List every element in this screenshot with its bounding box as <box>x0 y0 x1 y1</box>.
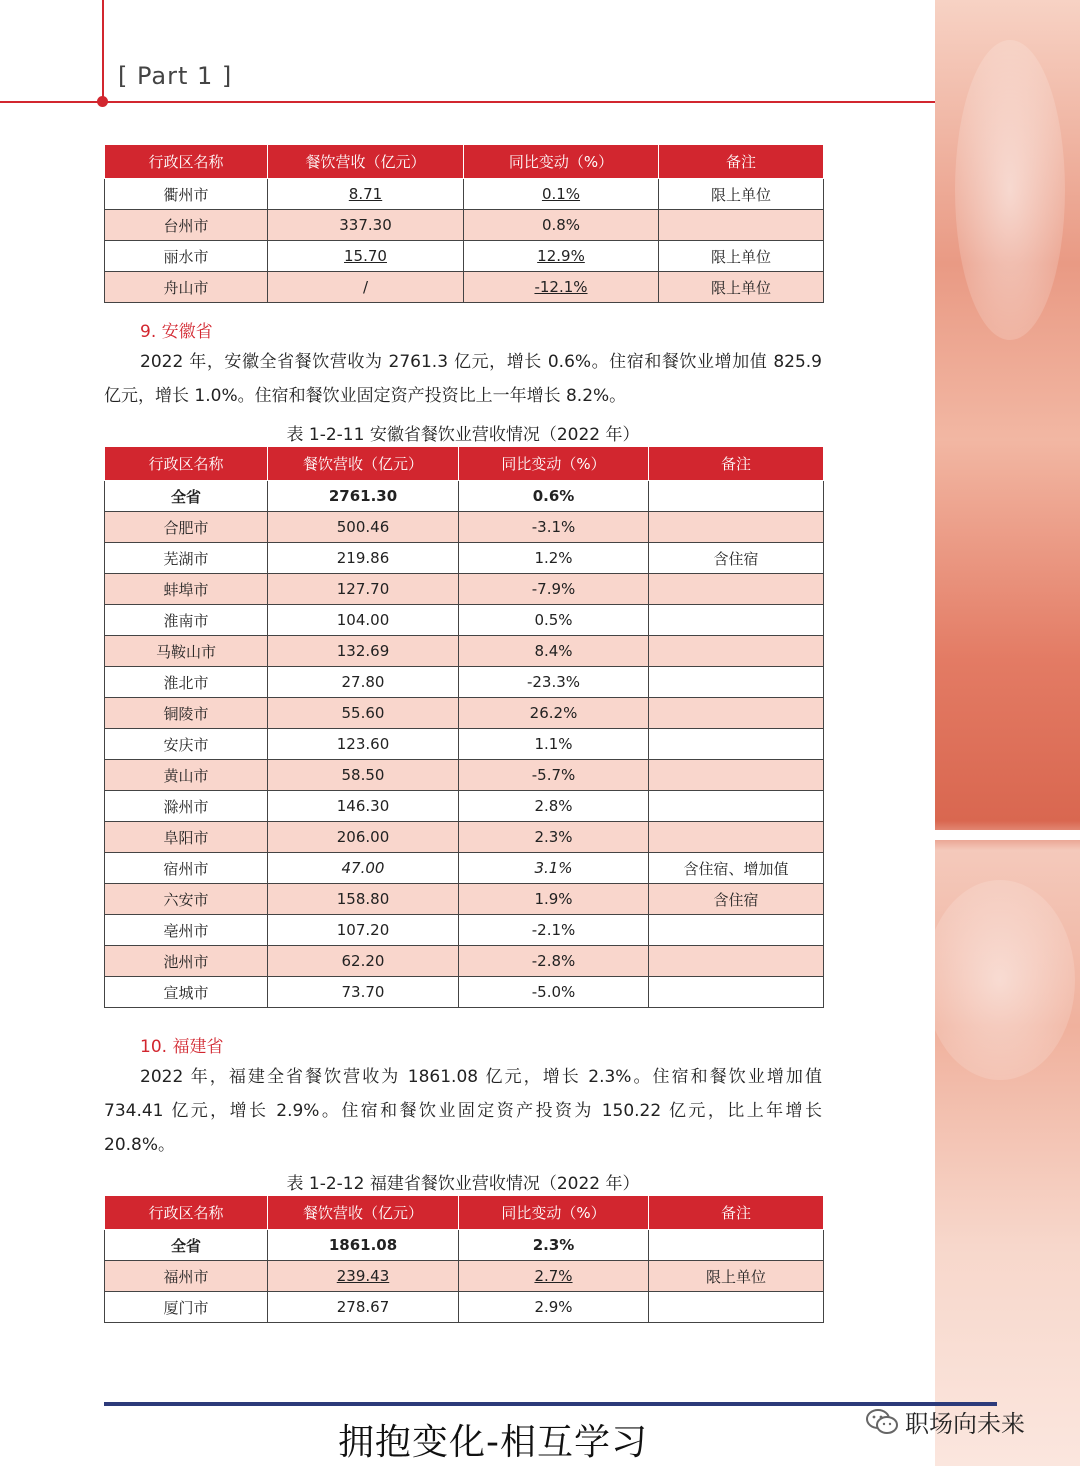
table-row <box>105 1261 824 1292</box>
cell-region: 厦门市 <box>105 1292 268 1323</box>
cell-change <box>464 179 659 210</box>
cell-note: 含住宿、增加值 <box>649 853 824 884</box>
cell-revenue <box>268 241 464 272</box>
cell-note <box>649 729 824 760</box>
col-header-revenue: 餐饮营收（亿元） <box>268 447 459 481</box>
table-row <box>105 210 824 241</box>
cell-revenue: 1861.08 <box>268 1230 459 1261</box>
table-row <box>105 729 824 760</box>
footer-rule <box>104 1402 997 1406</box>
cell-note <box>649 915 824 946</box>
table-row <box>105 884 824 915</box>
cell-region: 阜阳市 <box>105 822 268 853</box>
cell-change <box>464 272 659 303</box>
table-row <box>105 667 824 698</box>
cell-region: 滁州市 <box>105 791 268 822</box>
cell-note: 限上单位 <box>659 179 824 210</box>
cell-note <box>649 512 824 543</box>
table-row <box>105 1230 824 1261</box>
cell-revenue <box>268 179 464 210</box>
table-top <box>104 144 824 303</box>
section-heading-fujian: 10. 福建省 <box>140 1037 224 1057</box>
cell-change: 0.5% <box>459 605 649 636</box>
cell-change: -5.0% <box>459 977 649 1008</box>
table-row <box>105 698 824 729</box>
cell-note <box>649 605 824 636</box>
cell-revenue: 62.20 <box>268 946 459 977</box>
cell-note <box>649 822 824 853</box>
table-caption-fujian: 表 1-2-12 福建省餐饮业营收情况（2022 年） <box>286 1174 640 1194</box>
cell-revenue: 123.60 <box>268 729 459 760</box>
cell-note <box>649 1230 824 1261</box>
cell-change: -7.9% <box>459 574 649 605</box>
wechat-account-name: 职场向未来 <box>905 1410 1025 1438</box>
cell-change: 0.8% <box>464 210 659 241</box>
cell-change: 1.9% <box>459 884 649 915</box>
cell-region: 全省 <box>105 481 268 512</box>
col-header-region: 行政区名称 <box>105 1196 268 1230</box>
cell-region: 全省 <box>105 1230 268 1261</box>
cell-region: 马鞍山市 <box>105 636 268 667</box>
cell-note <box>649 977 824 1008</box>
col-header-region: 行政区名称 <box>105 447 268 481</box>
table-fujian <box>104 1195 824 1323</box>
cell-revenue: 104.00 <box>268 605 459 636</box>
cell-change <box>459 1261 649 1292</box>
cell-region: 台州市 <box>105 210 268 241</box>
footer-title: 拥抱变化-相互学习 <box>338 1422 648 1463</box>
cell-note: 限上单位 <box>659 272 824 303</box>
cell-revenue: 337.30 <box>268 210 464 241</box>
cell-region: 衢州市 <box>105 179 268 210</box>
cell-region: 池州市 <box>105 946 268 977</box>
cell-revenue: 127.70 <box>268 574 459 605</box>
cell-change: 2.8% <box>459 791 649 822</box>
decorative-photo-strip <box>935 0 1080 1466</box>
cell-revenue-value: 8.71 <box>348 185 383 203</box>
cell-revenue: 27.80 <box>268 667 459 698</box>
cell-revenue: 132.69 <box>268 636 459 667</box>
col-header-note: 备注 <box>649 1196 824 1230</box>
header-dot <box>97 96 108 107</box>
cell-region: 芜湖市 <box>105 543 268 574</box>
cell-revenue-value: 15.70 <box>344 247 387 265</box>
table-row <box>105 179 824 210</box>
col-header-revenue: 餐饮营收（亿元） <box>268 145 464 179</box>
cell-revenue-value: 239.43 <box>336 1267 390 1285</box>
cell-region: 宣城市 <box>105 977 268 1008</box>
table-row <box>105 636 824 667</box>
cell-note <box>649 636 824 667</box>
cell-region: 安庆市 <box>105 729 268 760</box>
cell-revenue: 73.70 <box>268 977 459 1008</box>
paragraph-anhui: 2022 年，安徽全省餐饮营收为 2761.3 亿元，增长 0.6%。住宿和餐饮业增加值 825.9 亿元，增长 1.0%。住宿和餐饮业固定资产投资比上一年增长 8.2%。 <box>104 352 822 406</box>
table-row <box>105 605 824 636</box>
cell-revenue: 47.00 <box>268 853 459 884</box>
cell-region: 蚌埠市 <box>105 574 268 605</box>
cell-revenue: 146.30 <box>268 791 459 822</box>
cell-change: -2.1% <box>459 915 649 946</box>
cell-region: 舟山市 <box>105 272 268 303</box>
cell-revenue: 158.80 <box>268 884 459 915</box>
col-header-region: 行政区名称 <box>105 145 268 179</box>
cell-change: 8.4% <box>459 636 649 667</box>
table-row <box>105 977 824 1008</box>
table-row <box>105 481 824 512</box>
cell-change: 2.3% <box>459 822 649 853</box>
cell-change: 1.2% <box>459 543 649 574</box>
cell-change: 1.1% <box>459 729 649 760</box>
col-header-note: 备注 <box>649 447 824 481</box>
table-row <box>105 543 824 574</box>
cell-region: 淮南市 <box>105 605 268 636</box>
cell-note: 限上单位 <box>649 1261 824 1292</box>
cell-change: -5.7% <box>459 760 649 791</box>
cell-note <box>659 210 824 241</box>
col-header-note: 备注 <box>659 145 824 179</box>
cell-note: 含住宿 <box>649 543 824 574</box>
header-horizontal-rule <box>0 101 935 103</box>
col-header-revenue: 餐饮营收（亿元） <box>268 1196 459 1230</box>
table-row <box>105 760 824 791</box>
cell-revenue: 278.67 <box>268 1292 459 1323</box>
cell-change-value: 0.1% <box>541 185 581 203</box>
col-header-change: 同比变动（%） <box>464 145 659 179</box>
cell-region: 丽水市 <box>105 241 268 272</box>
cell-revenue: 206.00 <box>268 822 459 853</box>
cell-change: 3.1% <box>459 853 649 884</box>
cell-revenue: 219.86 <box>268 543 459 574</box>
cell-change: 2.9% <box>459 1292 649 1323</box>
table-caption-anhui: 表 1-2-11 安徽省餐饮业营收情况（2022 年） <box>286 425 640 445</box>
table-anhui <box>104 446 824 1008</box>
table-row <box>105 946 824 977</box>
cell-region: 黄山市 <box>105 760 268 791</box>
cell-revenue: 107.20 <box>268 915 459 946</box>
cell-region: 淮北市 <box>105 667 268 698</box>
cell-note <box>649 791 824 822</box>
cell-note <box>649 698 824 729</box>
cell-revenue: 55.60 <box>268 698 459 729</box>
table-row <box>105 512 824 543</box>
cell-region: 宿州市 <box>105 853 268 884</box>
cell-region: 合肥市 <box>105 512 268 543</box>
cell-change-value: 2.7% <box>534 1267 573 1285</box>
cell-revenue <box>268 1261 459 1292</box>
cell-change: 26.2% <box>459 698 649 729</box>
cell-revenue: / <box>268 272 464 303</box>
cell-note <box>649 667 824 698</box>
cell-revenue: 500.46 <box>268 512 459 543</box>
cell-change: -23.3% <box>459 667 649 698</box>
paragraph-fujian: 2022 年，福建全省餐饮营收为 1861.08 亿元，增长 2.3%。住宿和餐饮业增加值 734.41 亿元，增长 2.9%。住宿和餐饮业固定资产投资为 150.22 亿元，比上年增长 20.8%。 <box>104 1067 822 1155</box>
cell-region: 六安市 <box>105 884 268 915</box>
cell-note <box>649 946 824 977</box>
wechat-icon <box>865 1408 899 1436</box>
cell-change-value: -12.1% <box>534 278 588 296</box>
cell-note <box>649 574 824 605</box>
col-header-change: 同比变动（%） <box>459 447 649 481</box>
table-row <box>105 822 824 853</box>
cell-note: 含住宿 <box>649 884 824 915</box>
col-header-change: 同比变动（%） <box>459 1196 649 1230</box>
cell-note <box>649 481 824 512</box>
table-row <box>105 915 824 946</box>
table-row <box>105 791 824 822</box>
cell-change: 2.3% <box>459 1230 649 1261</box>
cell-note <box>649 760 824 791</box>
header-vertical-rule <box>102 0 104 102</box>
cell-revenue: 58.50 <box>268 760 459 791</box>
table-row <box>105 1292 824 1323</box>
table-row <box>105 853 824 884</box>
cell-region: 铜陵市 <box>105 698 268 729</box>
table-row <box>105 272 824 303</box>
cell-revenue: 2761.30 <box>268 481 459 512</box>
cell-region: 福州市 <box>105 1261 268 1292</box>
cell-change-value: 12.9% <box>537 247 585 265</box>
wechat-watermark <box>865 1404 1025 1439</box>
cell-change <box>464 241 659 272</box>
table-row <box>105 574 824 605</box>
cell-change: 0.6% <box>459 481 649 512</box>
table-row <box>105 241 824 272</box>
section-heading-anhui: 9. 安徽省 <box>140 322 213 342</box>
cell-note: 限上单位 <box>659 241 824 272</box>
part-label: [ Part 1 ] <box>118 62 233 90</box>
cell-region: 亳州市 <box>105 915 268 946</box>
cell-change: -3.1% <box>459 512 649 543</box>
cell-change: -2.8% <box>459 946 649 977</box>
cell-note <box>649 1292 824 1323</box>
